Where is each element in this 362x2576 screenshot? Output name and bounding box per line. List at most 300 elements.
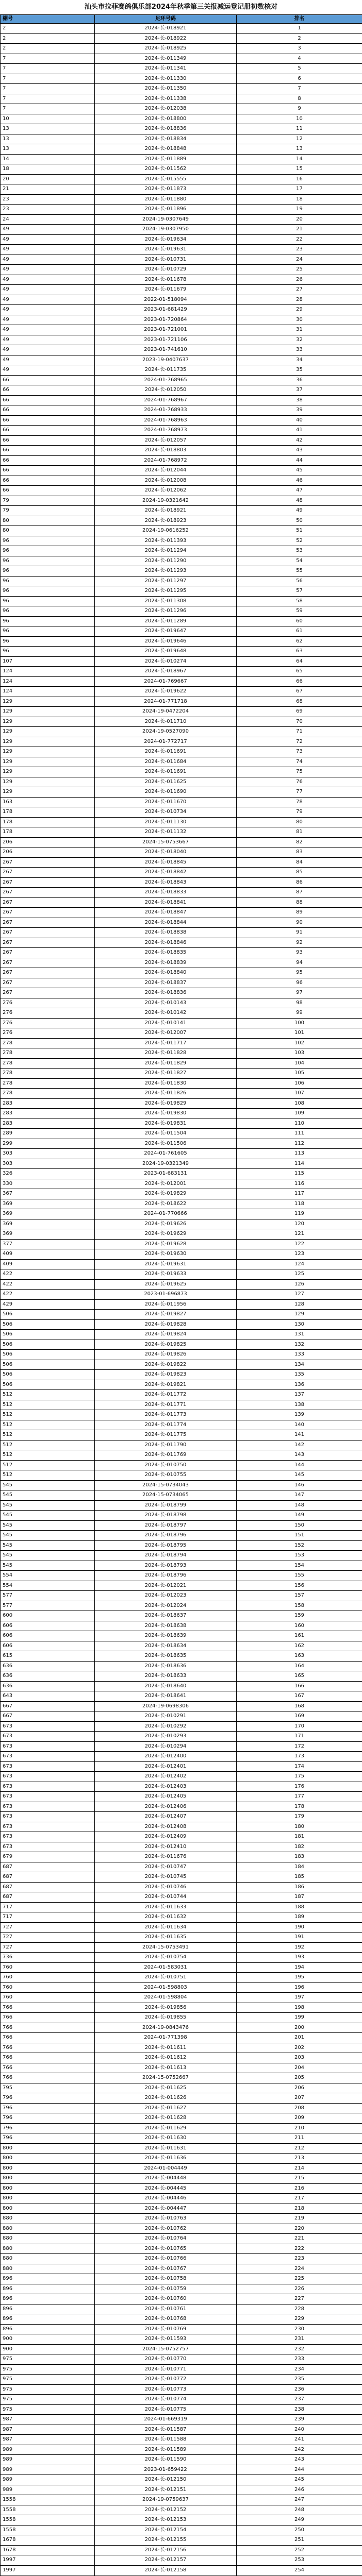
rank-cell: 115: [237, 1169, 362, 1179]
table-row: [1, 1942, 362, 1953]
ring-number-cell: 2024-长-012153: [95, 2515, 237, 2526]
rank-cell: 1: [237, 24, 362, 34]
loft-number-cell: 107: [1, 656, 95, 667]
ring-number-cell: 2024-长-018796: [95, 1531, 237, 1541]
rank-cell: 105: [237, 1069, 362, 1079]
table-row: [1, 395, 362, 405]
ring-number-cell: 2024-长-018921: [95, 24, 237, 34]
loft-number-cell: 667: [1, 1711, 95, 1722]
rank-cell: 45: [237, 466, 362, 476]
rank-cell: 232: [237, 2344, 362, 2354]
rank-cell: 149: [237, 1511, 362, 1521]
rank-cell: 118: [237, 1199, 362, 1209]
loft-number-cell: 303: [1, 1159, 95, 1169]
loft-number-cell: 14: [1, 154, 95, 164]
ring-number-cell: 2024-长-012402: [95, 1772, 237, 1782]
loft-number-cell: 643: [1, 1691, 95, 1702]
table-row: [1, 2083, 362, 2093]
loft-number-cell: 987: [1, 2425, 95, 2435]
table-row: [1, 2274, 362, 2284]
rank-cell: 208: [237, 2103, 362, 2113]
ring-number-cell: 2024-长-011830: [95, 1078, 237, 1089]
ring-number-cell: 2024-长-018848: [95, 144, 237, 155]
loft-number-cell: 512: [1, 1460, 95, 1470]
table-row: [1, 295, 362, 305]
rank-cell: 158: [237, 1601, 362, 1611]
table-row: [1, 1520, 362, 1531]
ring-number-cell: 2024-长-018641: [95, 1691, 237, 1702]
rank-cell: 20: [237, 214, 362, 225]
rank-cell: 22: [237, 234, 362, 245]
table-row: [1, 1591, 362, 1601]
table-row: [1, 1852, 362, 1862]
ring-number-cell: 2024-长-010765: [95, 2244, 237, 2254]
loft-number-cell: 880: [1, 2264, 95, 2274]
loft-number-cell: 422: [1, 1290, 95, 1300]
table-row: [1, 2053, 362, 2063]
rank-cell: 196: [237, 1982, 362, 1993]
rank-cell: 122: [237, 1239, 362, 1249]
ring-number-cell: 2024-长-011826: [95, 1089, 237, 1099]
rank-cell: 67: [237, 687, 362, 697]
ring-number-cell: 2024-长-019626: [95, 1219, 237, 1229]
ring-number-cell: 2024-长-010734: [95, 807, 237, 818]
table-row: [1, 1209, 362, 1219]
loft-number-cell: 24: [1, 214, 95, 225]
rank-cell: 143: [237, 1450, 362, 1461]
ring-number-cell: 2024-01-771718: [95, 697, 237, 707]
loft-number-cell: 49: [1, 305, 95, 315]
table-row: [1, 636, 362, 647]
ring-number-cell: 2024-长-011717: [95, 1038, 237, 1048]
loft-number-cell: 178: [1, 817, 95, 827]
table-row: [1, 1511, 362, 1521]
ring-number-cell: 2023-01-683131: [95, 1169, 237, 1179]
loft-number-cell: 989: [1, 2455, 95, 2465]
ring-number-cell: 2023-19-0407637: [95, 355, 237, 365]
ring-number-cell: 2024-01-768967: [95, 395, 237, 405]
ring-number-cell: 2024-长-012409: [95, 1832, 237, 1842]
rank-cell: 254: [237, 2565, 362, 2575]
table-row: [1, 405, 362, 416]
ring-number-cell: 2024-长-011308: [95, 596, 237, 606]
loft-number-cell: 96: [1, 566, 95, 577]
table-row: [1, 2445, 362, 2455]
table-row: [1, 1169, 362, 1179]
ring-number-cell: 2024-19-0843476: [95, 2023, 237, 2033]
loft-number-cell: 276: [1, 1028, 95, 1039]
loft-number-cell: 673: [1, 1752, 95, 1762]
table-row: [1, 2154, 362, 2164]
rank-cell: 38: [237, 395, 362, 405]
rank-cell: 116: [237, 1179, 362, 1189]
loft-number-cell: 178: [1, 807, 95, 818]
rank-cell: 13: [237, 144, 362, 155]
ring-number-cell: 2024-长-019629: [95, 1229, 237, 1240]
rank-cell: 167: [237, 1691, 362, 1702]
table-row: [1, 1711, 362, 1722]
loft-number-cell: 21: [1, 184, 95, 195]
ring-number-cell: 2024-01-768973: [95, 426, 237, 436]
ring-number-cell: 2024-长-011774: [95, 1420, 237, 1430]
table-row: [1, 1480, 362, 1490]
table-row: [1, 2314, 362, 2325]
table-row: [1, 807, 362, 818]
loft-number-cell: 766: [1, 2033, 95, 2043]
loft-number-cell: 66: [1, 415, 95, 426]
loft-number-cell: 23: [1, 194, 95, 205]
table-row: [1, 245, 362, 255]
rank-cell: 185: [237, 1872, 362, 1883]
rank-cell: 197: [237, 1993, 362, 2003]
ring-number-cell: 2024-长-011611: [95, 2043, 237, 2053]
table-row: [1, 2123, 362, 2133]
column-header-ring: 足环号码: [95, 15, 237, 24]
ring-number-cell: 2024-长-011627: [95, 2103, 237, 2113]
ring-number-cell: 2024-长-011773: [95, 1410, 237, 1420]
loft-number-cell: 267: [1, 968, 95, 978]
rank-cell: 222: [237, 2244, 362, 2254]
rank-cell: 201: [237, 2033, 362, 2043]
rank-cell: 74: [237, 757, 362, 767]
rank-cell: 54: [237, 556, 362, 566]
loft-number-cell: 636: [1, 1671, 95, 1682]
ring-number-cell: 2024-长-011635: [95, 1933, 237, 1943]
ring-number-cell: 2024-长-012407: [95, 1812, 237, 1822]
ring-number-cell: 2022-01-518094: [95, 295, 237, 305]
ring-number-cell: 2024-长-018637: [95, 1611, 237, 1621]
rank-cell: 28: [237, 295, 362, 305]
table-row: [1, 1199, 362, 1209]
table-row: [1, 1822, 362, 1832]
rank-cell: 229: [237, 2314, 362, 2325]
table-row: [1, 1390, 362, 1400]
rank-cell: 189: [237, 1912, 362, 1923]
table-row: [1, 2183, 362, 2194]
table-row: [1, 616, 362, 626]
table-row: [1, 2495, 362, 2505]
ring-number-cell: 2024-长-012050: [95, 385, 237, 396]
loft-number-cell: 673: [1, 1822, 95, 1832]
ring-number-cell: 2024-长-012406: [95, 1802, 237, 1812]
ring-number-cell: 2024-长-012044: [95, 466, 237, 476]
rank-cell: 249: [237, 2515, 362, 2526]
rank-cell: 150: [237, 1520, 362, 1531]
table-row: [1, 777, 362, 787]
loft-number-cell: 66: [1, 395, 95, 405]
table-row: [1, 1982, 362, 1993]
loft-number-cell: 512: [1, 1390, 95, 1400]
loft-number-cell: 66: [1, 426, 95, 436]
ring-number-cell: 2024-长-019628: [95, 1239, 237, 1249]
rank-cell: 242: [237, 2445, 362, 2455]
table-row: [1, 1912, 362, 1923]
table-row: [1, 2033, 362, 2043]
ring-number-cell: 2024-长-019828: [95, 1319, 237, 1330]
ring-number-cell: 2024-长-011294: [95, 546, 237, 556]
loft-number-cell: 267: [1, 868, 95, 878]
loft-number-cell: 896: [1, 2304, 95, 2314]
rank-cell: 2: [237, 33, 362, 44]
table-row: [1, 1420, 362, 1430]
loft-number-cell: 7: [1, 74, 95, 84]
table-row: [1, 1902, 362, 1912]
rank-cell: 121: [237, 1229, 362, 1240]
ring-number-cell: 2024-长-010774: [95, 2395, 237, 2405]
table-row: [1, 2334, 362, 2345]
rank-cell: 227: [237, 2294, 362, 2304]
ring-number-cell: 2024-长-018797: [95, 1520, 237, 1531]
rank-cell: 30: [237, 315, 362, 325]
loft-number-cell: 267: [1, 928, 95, 938]
loft-number-cell: 96: [1, 647, 95, 657]
table-row: [1, 114, 362, 124]
ring-number-cell: 2024-长-012157: [95, 2555, 237, 2566]
rank-cell: 102: [237, 1038, 362, 1048]
table-row: [1, 606, 362, 617]
ring-number-cell: 2024-长-019823: [95, 1370, 237, 1380]
ring-number-cell: 2024-长-018040: [95, 848, 237, 858]
rank-cell: 226: [237, 2284, 362, 2294]
loft-number-cell: 278: [1, 1089, 95, 1099]
ring-number-cell: 2024-长-012007: [95, 1028, 237, 1039]
loft-number-cell: 96: [1, 636, 95, 647]
ring-number-cell: 2024-01-004449: [95, 2163, 237, 2174]
rank-cell: 97: [237, 988, 362, 998]
loft-number-cell: 795: [1, 2083, 95, 2093]
loft-number-cell: 796: [1, 2103, 95, 2113]
loft-number-cell: 369: [1, 1219, 95, 1229]
loft-number-cell: 66: [1, 375, 95, 385]
ring-number-cell: 2024-长-011630: [95, 2133, 237, 2144]
rank-cell: 205: [237, 2073, 362, 2083]
ring-number-cell: 2024-长-011690: [95, 787, 237, 798]
loft-number-cell: 283: [1, 1118, 95, 1129]
loft-number-cell: 727: [1, 1942, 95, 1953]
loft-number-cell: 13: [1, 144, 95, 155]
ring-number-cell: 2024-长-019630: [95, 1249, 237, 1260]
table-row: [1, 918, 362, 928]
rank-cell: 100: [237, 1018, 362, 1028]
rank-cell: 239: [237, 2415, 362, 2425]
loft-number-cell: 506: [1, 1360, 95, 1370]
loft-number-cell: 896: [1, 2284, 95, 2294]
table-row: [1, 345, 362, 355]
loft-number-cell: 49: [1, 355, 95, 365]
table-row: [1, 2254, 362, 2264]
table-row: [1, 2404, 362, 2415]
table-row: [1, 144, 362, 155]
table-row: [1, 1410, 362, 1420]
loft-number-cell: 880: [1, 2224, 95, 2234]
table-row: [1, 2344, 362, 2354]
table-row: [1, 877, 362, 888]
ring-number-cell: 2024-长-018841: [95, 897, 237, 908]
ring-number-cell: 2024-长-012408: [95, 1822, 237, 1832]
rank-cell: 246: [237, 2485, 362, 2495]
table-row: [1, 1812, 362, 1822]
rank-cell: 225: [237, 2274, 362, 2284]
ring-number-cell: 2024-19-0321642: [95, 496, 237, 506]
table-row: [1, 154, 362, 164]
ring-number-cell: 2024-长-019647: [95, 626, 237, 637]
ring-number-cell: 2024-长-010744: [95, 1892, 237, 1903]
loft-number-cell: 717: [1, 1912, 95, 1923]
loft-number-cell: 278: [1, 1048, 95, 1059]
ring-number-cell: 2024-长-019830: [95, 1109, 237, 1119]
rank-cell: 244: [237, 2465, 362, 2475]
table-row: [1, 536, 362, 546]
ring-number-cell: 2024-长-018837: [95, 978, 237, 988]
loft-number-cell: 987: [1, 2415, 95, 2425]
ring-number-cell: 2024-01-768963: [95, 415, 237, 426]
table-row: [1, 1782, 362, 1792]
ring-number-cell: 2024-长-019824: [95, 1330, 237, 1340]
ring-number-cell: 2024-长-010764: [95, 2234, 237, 2244]
loft-number-cell: 512: [1, 1470, 95, 1481]
rank-cell: 127: [237, 1290, 362, 1300]
table-row: [1, 2013, 362, 2023]
table-row: [1, 1993, 362, 2003]
rank-cell: 192: [237, 1942, 362, 1953]
ring-number-cell: 2024-长-019631: [95, 1259, 237, 1269]
ring-number-cell: 2024-长-019646: [95, 636, 237, 647]
table-row: [1, 54, 362, 64]
rank-cell: 75: [237, 767, 362, 777]
ring-number-cell: 2024-长-012151: [95, 2485, 237, 2495]
table-row: [1, 1641, 362, 1651]
loft-number-cell: 766: [1, 2013, 95, 2023]
ring-number-cell: 2024-长-018800: [95, 114, 237, 124]
column-header-rank: 排名: [237, 15, 362, 24]
rank-cell: 25: [237, 265, 362, 275]
ring-number-cell: 2023-01-741610: [95, 345, 237, 355]
ring-number-cell: 2024-15-0753491: [95, 1942, 237, 1953]
table-row: [1, 2174, 362, 2184]
ring-number-cell: 2024-长-012057: [95, 435, 237, 446]
ring-number-cell: 2024-长-011827: [95, 1069, 237, 1079]
loft-number-cell: 283: [1, 1098, 95, 1109]
rank-cell: 248: [237, 2505, 362, 2515]
rank-cell: 92: [237, 938, 362, 948]
table-row: [1, 2103, 362, 2113]
ring-number-cell: 2024-长-011588: [95, 2435, 237, 2445]
rank-cell: 233: [237, 2354, 362, 2365]
ring-number-cell: 2024-长-012023: [95, 1591, 237, 1601]
ring-number-cell: 2024-长-018634: [95, 1641, 237, 1651]
loft-number-cell: 206: [1, 848, 95, 858]
rank-cell: 142: [237, 1440, 362, 1450]
ring-number-cell: 2024-长-012403: [95, 1782, 237, 1792]
ring-number-cell: 2024-长-019855: [95, 2013, 237, 2023]
loft-number-cell: 129: [1, 747, 95, 757]
ring-number-cell: 2024-长-010767: [95, 2264, 237, 2274]
table-row: [1, 476, 362, 486]
rank-cell: 214: [237, 2163, 362, 2174]
loft-number-cell: 896: [1, 2314, 95, 2325]
table-row: [1, 1078, 362, 1089]
rank-cell: 24: [237, 255, 362, 265]
ring-number-cell: 2024-长-010754: [95, 1953, 237, 1963]
ring-number-cell: 2024-长-011625: [95, 2083, 237, 2093]
loft-number-cell: 800: [1, 2183, 95, 2194]
loft-number-cell: 545: [1, 1520, 95, 1531]
table-row: [1, 1380, 362, 1390]
ring-number-cell: 2024-长-018794: [95, 1551, 237, 1561]
loft-number-cell: 1678: [1, 2535, 95, 2546]
loft-number-cell: 330: [1, 1179, 95, 1189]
rank-cell: 49: [237, 506, 362, 516]
ring-number-cell: 2024-长-010292: [95, 1721, 237, 1732]
ring-number-cell: 2024-长-019856: [95, 2003, 237, 2013]
rank-cell: 169: [237, 1711, 362, 1722]
table-row: [1, 1310, 362, 1320]
rank-cell: 124: [237, 1259, 362, 1269]
rank-cell: 135: [237, 1370, 362, 1380]
rank-cell: 94: [237, 958, 362, 968]
rank-cell: 90: [237, 918, 362, 928]
loft-number-cell: 506: [1, 1319, 95, 1330]
ring-number-cell: 2024-长-018635: [95, 1651, 237, 1662]
ring-number-cell: 2024-19-0616252: [95, 526, 237, 536]
rank-cell: 134: [237, 1360, 362, 1370]
rank-cell: 101: [237, 1028, 362, 1039]
rank-cell: 219: [237, 2214, 362, 2224]
loft-number-cell: 600: [1, 1611, 95, 1621]
table-row: [1, 757, 362, 767]
rank-cell: 194: [237, 1962, 362, 1973]
ring-number-cell: 2024-01-771398: [95, 2033, 237, 2043]
ring-number-cell: 2024-01-598804: [95, 1993, 237, 2003]
loft-number-cell: 66: [1, 435, 95, 446]
loft-number-cell: 796: [1, 2133, 95, 2144]
ring-number-cell: 2024-长-011587: [95, 2425, 237, 2435]
table-row: [1, 44, 362, 54]
loft-number-cell: 545: [1, 1511, 95, 1521]
table-row: [1, 1892, 362, 1903]
loft-number-cell: 13: [1, 124, 95, 134]
ring-number-cell: 2024-长-011593: [95, 2334, 237, 2345]
table-row: [1, 988, 362, 998]
table-row: [1, 194, 362, 205]
rank-cell: 157: [237, 1591, 362, 1601]
ring-number-cell: 2024-长-018633: [95, 1671, 237, 1682]
ring-number-cell: 2024-长-018923: [95, 516, 237, 526]
rank-cell: 153: [237, 1551, 362, 1561]
rank-cell: 141: [237, 1430, 362, 1440]
loft-number-cell: 900: [1, 2344, 95, 2354]
table-row: [1, 2113, 362, 2124]
table-row: [1, 2324, 362, 2334]
loft-number-cell: 7: [1, 104, 95, 114]
table-row: [1, 305, 362, 315]
ring-number-cell: 2024-长-018622: [95, 1199, 237, 1209]
rank-cell: 37: [237, 385, 362, 396]
loft-number-cell: 276: [1, 1018, 95, 1028]
loft-number-cell: 79: [1, 506, 95, 516]
ring-number-cell: 2024-长-019831: [95, 1118, 237, 1129]
ring-number-cell: 2024-长-011293: [95, 566, 237, 577]
table-row: [1, 1802, 362, 1812]
rank-cell: 85: [237, 868, 362, 878]
table-row: [1, 1832, 362, 1842]
ring-number-cell: 2024-长-011631: [95, 2143, 237, 2154]
ring-number-cell: 2024-长-012155: [95, 2535, 237, 2546]
ring-number-cell: 2024-长-018838: [95, 928, 237, 938]
rank-cell: 7: [237, 84, 362, 94]
loft-number-cell: 987: [1, 2435, 95, 2445]
table-row: [1, 897, 362, 908]
